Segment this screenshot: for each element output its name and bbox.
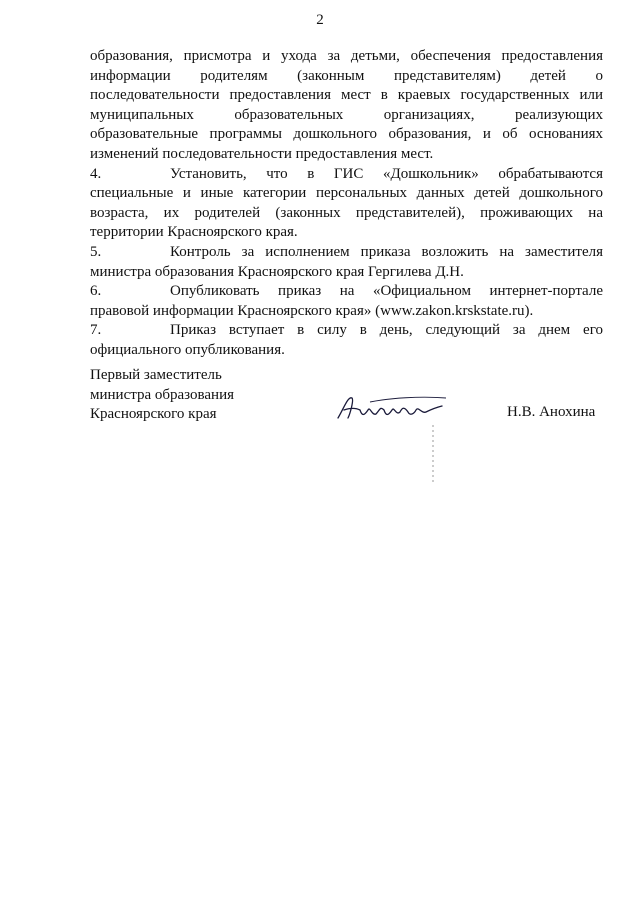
document-body bbox=[90, 47, 603, 361]
paragraph-item-5 bbox=[90, 243, 603, 282]
paragraph-text: Контроль за исполнением приказа возложить на заместителя министра образования Красноярского края Гергилева Д.Н. bbox=[90, 243, 603, 280]
paragraph-text: Опубликовать приказ на «Официальном интернет-портале правовой информации Красноярского края» (www.zakon.krskstate.ru). bbox=[90, 283, 603, 319]
paragraph-number: 6. bbox=[90, 283, 102, 300]
page-number: 2 bbox=[316, 12, 324, 28]
paragraph-text: образования, присмотра и ухода за детьми, обеспечения предоставления информации родителям (законным представителям) детей о последовательности предоставления мест в краевых государственных или муниципальных образовательных организациях, реализующих образовательные программы дошкольного образования, и об основаниях изменений последовательности предоставления мест. bbox=[90, 48, 603, 162]
fold-mark bbox=[432, 425, 434, 485]
signatory-position-line: Красноярского края bbox=[90, 406, 217, 423]
paragraph-text: Установить, что в ГИС «Дошкольник» обрабатываются специальные и иные категории персональных данных детей дошкольного возраста, их родителей (законных представителей), проживающих на территории Красноярского края. bbox=[90, 165, 603, 241]
paragraph-item-7 bbox=[90, 321, 603, 360]
handwritten-signature bbox=[330, 388, 450, 428]
signatory-position-line: Первый заместитель bbox=[90, 367, 222, 383]
paragraph-number: 5. bbox=[90, 243, 102, 260]
signatory-position-line: министра образования bbox=[90, 386, 235, 403]
paragraph-continuation bbox=[90, 47, 603, 165]
paragraph-item-4 bbox=[90, 165, 603, 243]
paragraph-number: 7. bbox=[90, 322, 102, 339]
paragraph-item-6 bbox=[90, 282, 603, 321]
signatory-position bbox=[90, 366, 234, 425]
paragraph-text: Приказ вступает в силу в день, следующий за днем его официального опубликования. bbox=[90, 322, 603, 358]
paragraph-number: 4. bbox=[90, 165, 102, 182]
signatory-name: Н.В. Анохина bbox=[507, 404, 596, 420]
